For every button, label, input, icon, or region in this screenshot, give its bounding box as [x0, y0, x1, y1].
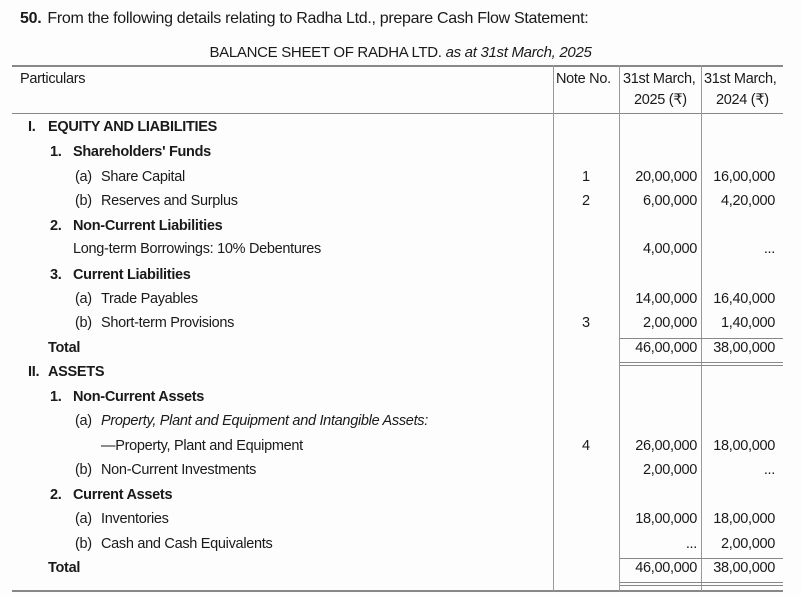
title-sub: as at 31st March, 2025 — [445, 44, 592, 61]
row-prefix: (a) — [75, 413, 92, 429]
value-2024: ... — [763, 462, 775, 478]
note-number: 3 — [582, 315, 590, 331]
value-2024: 2,00,000 — [720, 536, 775, 552]
total-row — [0, 560, 801, 584]
header-2025-line1: 31st March, — [623, 71, 696, 87]
table-row — [0, 315, 801, 339]
row-prefix: (b) — [75, 462, 92, 478]
question-number: 50. — [20, 10, 42, 27]
row-label: Current Assets — [73, 487, 173, 503]
value-2025: 26,00,000 — [635, 438, 697, 454]
row-prefix: II. — [28, 364, 40, 380]
table-bottom-rule — [12, 590, 783, 592]
header-rule — [12, 113, 783, 114]
row-label: Total — [48, 340, 81, 356]
value-2025: 6,00,000 — [642, 193, 697, 209]
value-2024: 38,00,000 — [713, 560, 775, 576]
table-title — [0, 44, 801, 61]
value-2024: 16,00,000 — [713, 169, 775, 185]
row-label: Property, Plant and Equipment and Intangible Assets: — [101, 413, 428, 429]
row-label: Non-Current Investments — [101, 462, 257, 478]
value-2024: 18,00,000 — [713, 511, 775, 527]
row-prefix: 3. — [50, 267, 62, 283]
row-prefix: 1. — [50, 389, 62, 405]
total-double-rule-1 — [620, 582, 783, 583]
note-number: 4 — [582, 438, 590, 454]
row-label: Share Capital — [101, 169, 185, 185]
row-prefix: I. — [28, 119, 36, 135]
table-top-rule — [12, 65, 783, 67]
value-2025: 46,00,000 — [635, 560, 697, 576]
table-row — [0, 218, 801, 242]
row-prefix: (b) — [75, 193, 92, 209]
value-2025: 4,00,000 — [642, 241, 697, 257]
total-top-rule — [620, 338, 783, 339]
table-row — [0, 511, 801, 535]
table-row — [0, 169, 801, 193]
table-row — [0, 241, 801, 265]
table-row — [0, 144, 801, 168]
row-label: Non-Current Liabilities — [73, 218, 223, 234]
question — [20, 10, 588, 28]
total-top-rule — [620, 558, 783, 559]
note-number: 2 — [582, 193, 590, 209]
row-prefix: (b) — [75, 536, 92, 552]
row-label: Total — [48, 560, 81, 576]
header-2024-line2: 2024 (₹) — [716, 92, 769, 108]
total-double-rule-1 — [620, 362, 783, 363]
value-2025: 2,00,000 — [642, 462, 697, 478]
value-2024: ... — [763, 241, 775, 257]
row-prefix: (a) — [75, 169, 92, 185]
header-note: Note No. — [556, 71, 611, 87]
value-2024: 38,00,000 — [713, 340, 775, 356]
note-number: 1 — [582, 169, 590, 185]
value-2025: 18,00,000 — [635, 511, 697, 527]
header-2024-line1: 31st March, — [704, 71, 777, 87]
row-prefix: 2. — [50, 487, 62, 503]
row-prefix: (b) — [75, 315, 92, 331]
table-row — [0, 462, 801, 486]
row-label: Current Liabilities — [73, 267, 191, 283]
table-row — [0, 438, 801, 462]
value-2025: 46,00,000 — [635, 340, 697, 356]
row-prefix: (a) — [75, 511, 92, 527]
row-label: Non-Current Assets — [73, 389, 205, 405]
value-2024: 4,20,000 — [720, 193, 775, 209]
value-2024: 1,40,000 — [720, 315, 775, 331]
table-row — [0, 119, 801, 143]
row-label: Reserves and Surplus — [101, 193, 238, 209]
value-2025: 2,00,000 — [642, 315, 697, 331]
value-2025: ... — [685, 536, 697, 552]
row-label: Cash and Cash Equivalents — [101, 536, 273, 552]
row-label: Inventories — [101, 511, 169, 527]
question-text: From the following details relating to Radha Ltd., prepare Cash Flow Statement: — [47, 10, 589, 27]
row-label: Trade Payables — [101, 291, 198, 307]
table-row — [0, 267, 801, 291]
table-row — [0, 389, 801, 413]
row-label: Long-term Borrowings: 10% Debentures — [73, 241, 321, 257]
row-label: Shareholders' Funds — [73, 144, 211, 160]
value-2024: 18,00,000 — [713, 438, 775, 454]
row-prefix: 1. — [50, 144, 62, 160]
value-2025: 14,00,000 — [635, 291, 697, 307]
row-label: Short-term Provisions — [101, 315, 235, 331]
value-2024: 16,40,000 — [713, 291, 775, 307]
table-row — [0, 536, 801, 560]
table-row — [0, 193, 801, 217]
table-row — [0, 364, 801, 388]
row-label: ASSETS — [48, 364, 105, 380]
header-particulars: Particulars — [20, 71, 86, 87]
row-prefix: (a) — [75, 291, 92, 307]
total-row — [0, 340, 801, 364]
header-2025-line2: 2025 (₹) — [634, 92, 687, 108]
total-double-rule-2 — [620, 585, 783, 586]
row-label: EQUITY AND LIABILITIES — [48, 119, 218, 135]
row-label: —Property, Plant and Equipment — [101, 438, 303, 454]
table-row — [0, 291, 801, 315]
row-prefix: 2. — [50, 218, 62, 234]
table-row — [0, 413, 801, 437]
table-row — [0, 487, 801, 511]
value-2025: 20,00,000 — [635, 169, 697, 185]
title-main: BALANCE SHEET OF RADHA LTD. — [209, 44, 442, 61]
